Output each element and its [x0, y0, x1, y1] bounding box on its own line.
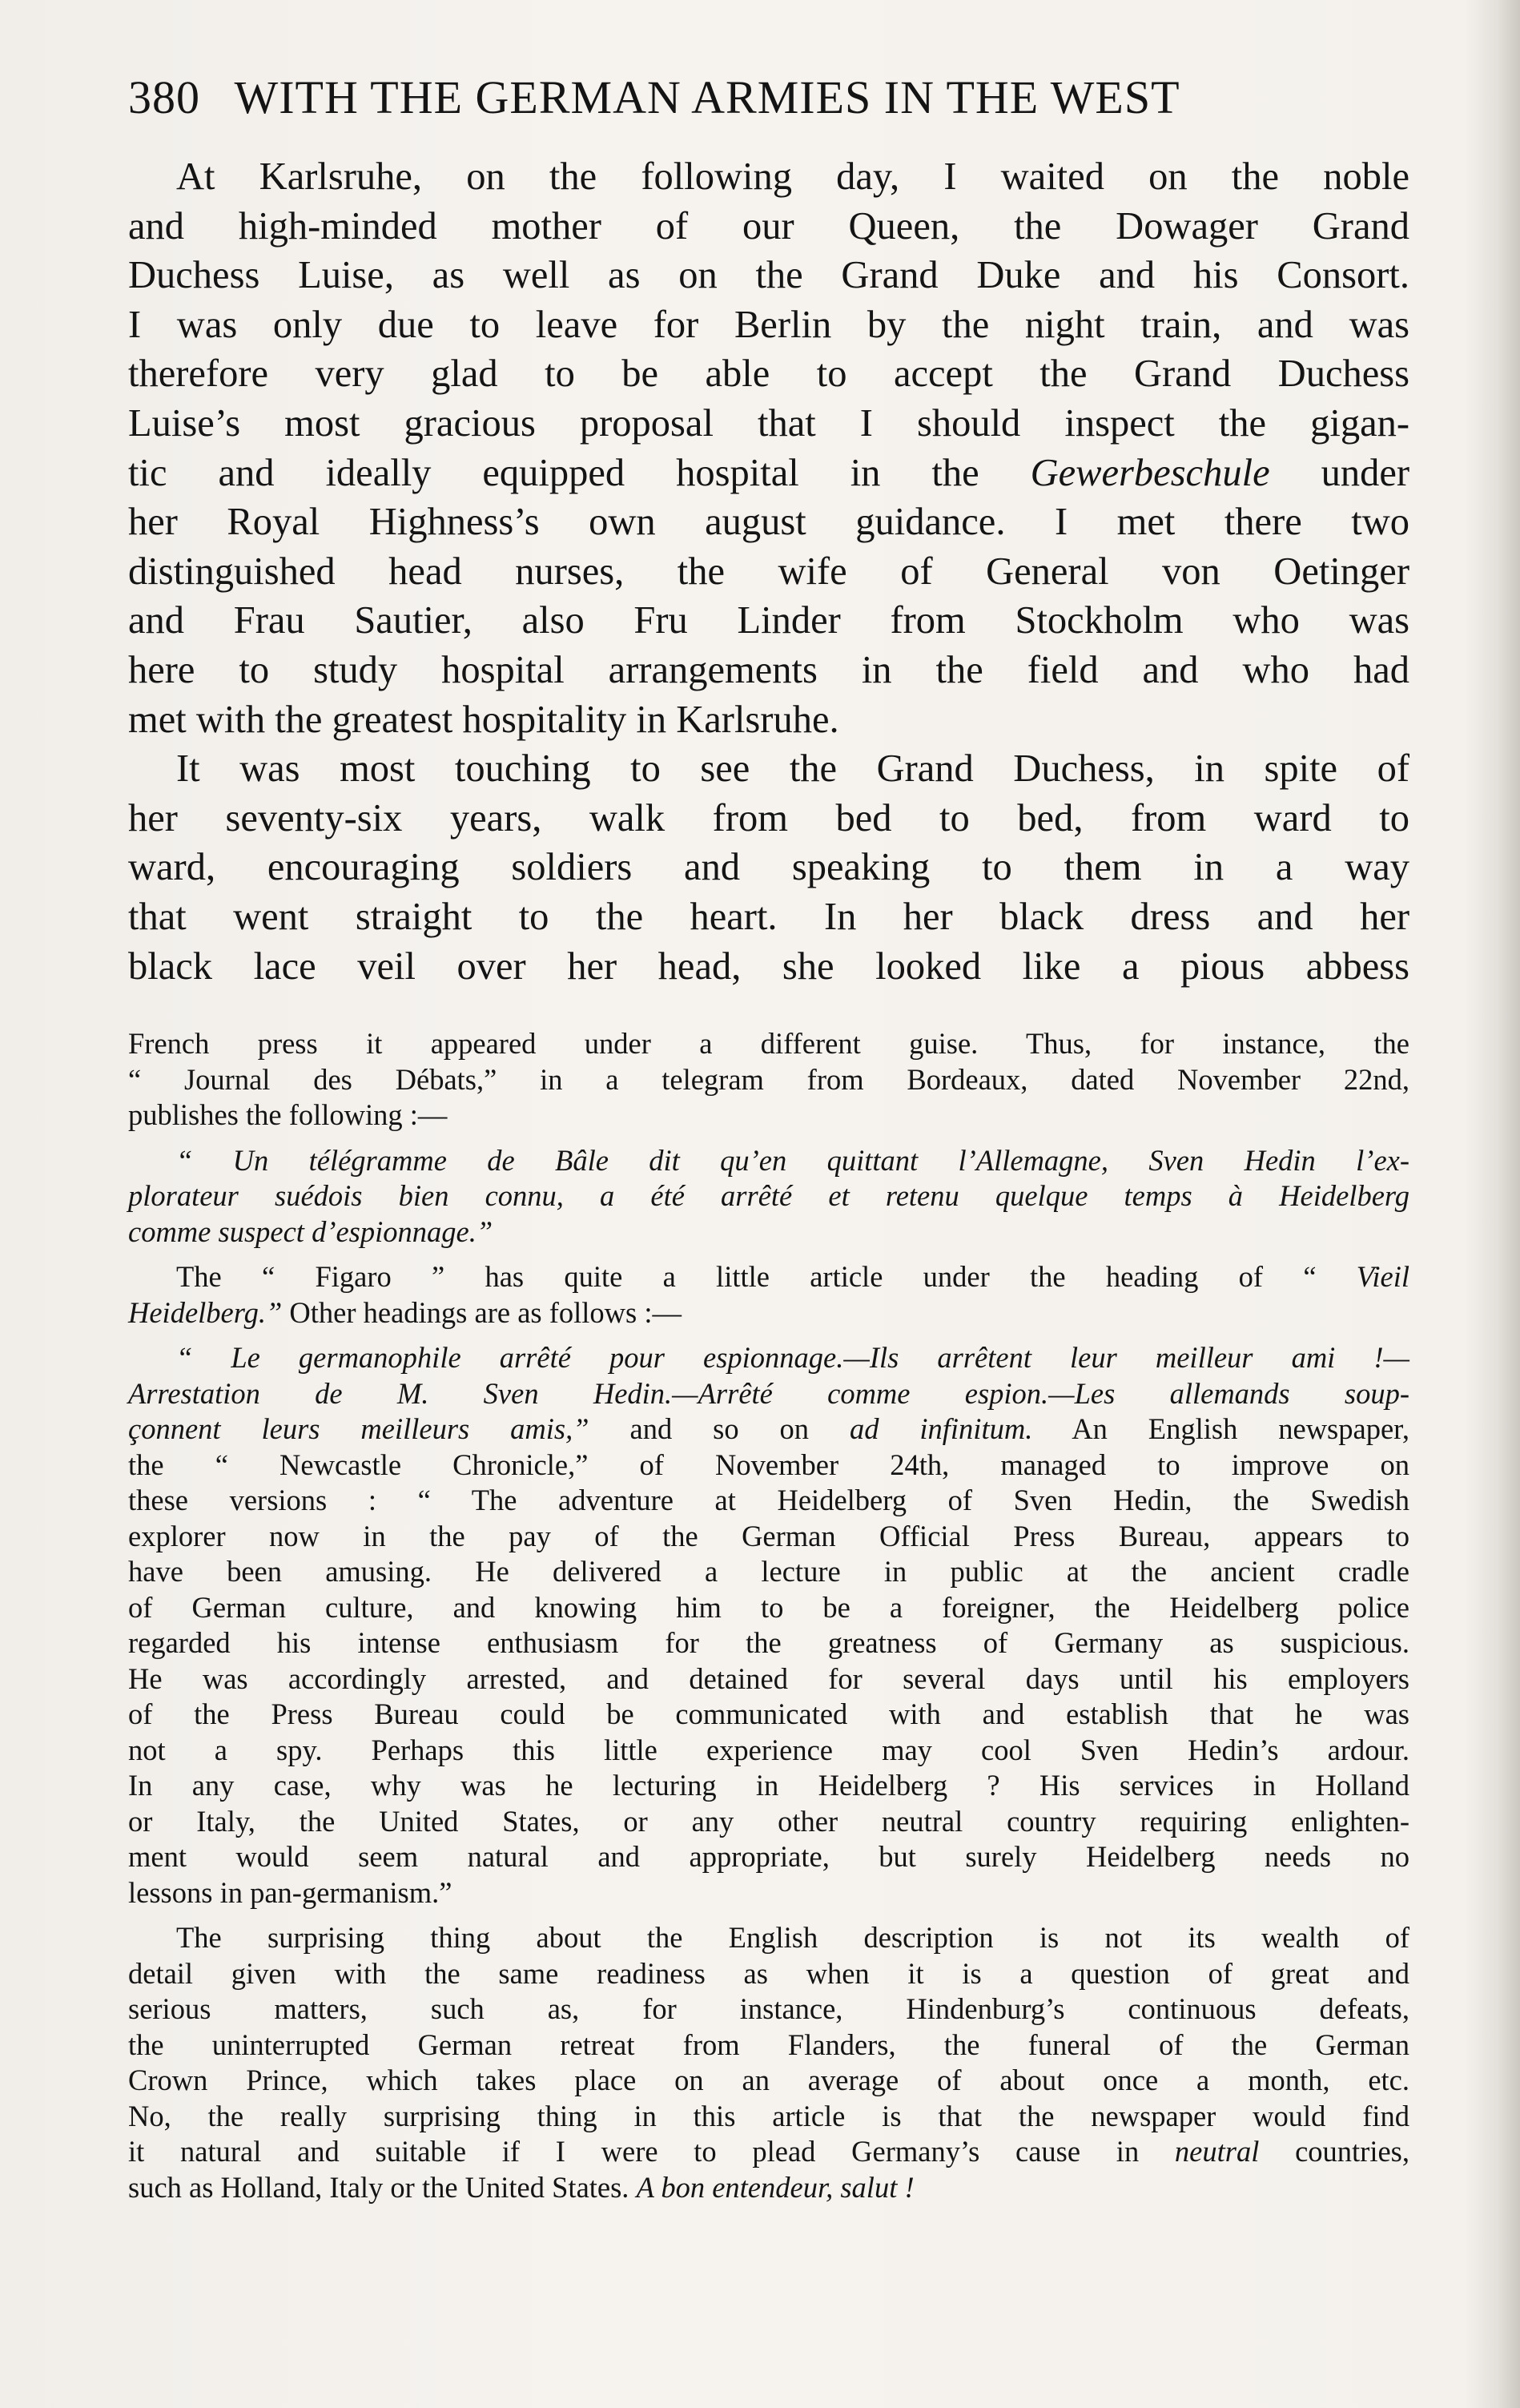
footnote-line — [128, 1295, 1409, 1331]
quote-line: Arrestation de M. Sven Hedin.—Arrêté comme espion.—Les allemands soup- — [128, 1376, 1409, 1410]
text-fragment: such as Holland, Italy or the United States. — [128, 2170, 637, 2204]
italic-word: Heidelberg.” — [128, 1295, 283, 1329]
text-line: It was most touching to see the Grand Duchess, in spite of — [176, 747, 1409, 791]
main-text — [128, 152, 1409, 991]
text-line: I was only due to leave for Berlin by the night train, and was — [128, 303, 1409, 346]
footnote-line: He was accordingly arrested, and detained for several days until his employers — [128, 1661, 1409, 1695]
running-title: WITH THE GERMAN ARMIES IN THE WEST — [234, 71, 1180, 123]
running-header — [128, 66, 1409, 130]
footnote-line: publishes the following :— — [128, 1098, 448, 1131]
text-line: and Frau Sautier, also Fru Linder from Stockholm who was — [128, 599, 1409, 642]
paragraph-grand-duchess — [128, 744, 1409, 991]
footnote-line — [128, 2170, 1409, 2206]
footnote-line: French press it appeared under a different guise. Thus, for instance, the — [128, 1027, 1409, 1060]
footnote-line: these versions : “ The adventure at Heidelberg of Sven Hedin, the Swedish — [128, 1484, 1409, 1516]
italic-word: Gewerbeschule — [1030, 451, 1270, 494]
text-line: here to study hospital arrangements in the field and who had — [128, 648, 1409, 691]
italic-phrase: A bon entendeur, salut ! — [636, 2170, 915, 2204]
footnote-line: not a spy. Perhaps this little experience may cool Sven Hedin’s ardour. — [128, 1733, 1409, 1766]
italic-phrase: çonnent leurs meilleurs amis,” — [128, 1412, 589, 1445]
footnote-line: the uninterrupted German retreat from Flanders, the funeral of the German — [128, 2027, 1409, 2061]
footnote-line: or Italy, the United States, or any other neutral country requiring enlighten- — [128, 1804, 1409, 1838]
text-fragment: tic and ideally equipped hospital in the — [128, 451, 1031, 494]
footnote-line: ment would seem natural and appropriate, but surely Heidelberg needs no — [128, 1840, 1409, 1873]
text-fragment: The “ Figaro ” has quite a little article under the heading of “ — [176, 1260, 1357, 1293]
footnote-line: of German culture, and knowing him to be a foreigner, the Heidelberg police — [128, 1590, 1409, 1624]
text-line: distinguished head nurses, the wife of General von Oetinger — [128, 550, 1409, 593]
footnote-line: the “ Newcastle Chronicle,” of November 24th, managed to improve on — [128, 1448, 1409, 1481]
text-line: Duchess Luise, as well as on the Grand Duke and his Consort. — [128, 254, 1409, 297]
italic-phrase: ad infinitum. — [849, 1412, 1033, 1445]
text-line: and high-minded mother of our Queen, the Dowager Grand — [128, 204, 1409, 248]
footnote-line: Crown Prince, which takes place on an average of about once a month, etc. — [128, 2064, 1409, 2096]
text-fragment: countries, — [1259, 2135, 1409, 2168]
quote-line: plorateur suédois bien connu, a été arrêté et retenu quelque temps à Heidelberg — [128, 1179, 1409, 1212]
text-line: ward, encouraging soldiers and speaking to them in a way — [128, 846, 1409, 889]
text-line: that went straight to the heart. In her black dress and her — [128, 895, 1409, 938]
footnote — [128, 1026, 1409, 2205]
footnote-line — [128, 1411, 1409, 1448]
footnote-line: The surprising thing about the English description is not its wealth of — [176, 1921, 1409, 1954]
footnote-line — [128, 2134, 1409, 2170]
footnote-line: serious matters, such as, for instance, Hindenburg’s continuous defeats, — [128, 1992, 1409, 2025]
text-line: black lace veil over her head, she looked like a pious abbess — [128, 944, 1409, 988]
page-gutter-shadow — [1464, 0, 1520, 2408]
text-line: her seventy-six years, walk from bed to bed, from ward to — [128, 796, 1409, 840]
text-fragment: and so on — [589, 1412, 850, 1445]
italic-word: Vieil — [1356, 1260, 1409, 1293]
footnote-line: detail given with the same readiness as when it is a question of great and — [128, 1956, 1409, 1990]
quote-line: comme suspect d’espionnage.” — [128, 1214, 493, 1248]
footnote-line: regarded his intense enthusiasm for the greatness of Germany as suspicious. — [128, 1626, 1409, 1659]
quote-line: “ Le germanophile arrêté pour espionnage.—Ils arrêtent leur meilleur ami !— — [176, 1341, 1409, 1374]
text-fragment: it natural and suitable if I were to plead Germany’s cause in — [128, 2135, 1175, 2168]
footnote-line: explorer now in the pay of the German Official Press Bureau, appears to — [128, 1519, 1409, 1552]
footnote-line: In any case, why was he lecturing in Heidelberg ? His services in Holland — [128, 1769, 1409, 1802]
italic-word: neutral — [1174, 2135, 1260, 2168]
page-number: 380 — [128, 71, 200, 123]
text-line: met with the greatest hospitality in Karlsruhe. — [128, 698, 839, 741]
footnote-line: “ Journal des Débats,” in a telegram from Bordeaux, dated November 22nd, — [128, 1062, 1409, 1096]
text-line: Luise’s most gracious proposal that I should inspect the gigan- — [128, 401, 1409, 445]
footnote-line: have been amusing. He delivered a lecture in public at the ancient cradle — [128, 1555, 1409, 1588]
footnote-line — [128, 1259, 1409, 1295]
text-line: therefore very glad to be able to accept the Grand Duchess — [128, 352, 1409, 396]
text-fragment: under — [1269, 451, 1409, 494]
text-fragment: Other headings are as follows :— — [282, 1295, 682, 1329]
text-line — [128, 449, 1409, 498]
footnote-line: of the Press Bureau could be communicated with and establish that he was — [128, 1697, 1409, 1730]
footnote-line: lessons in pan-germanism.” — [128, 1875, 452, 1909]
text-line: her Royal Highness’s own august guidance. I met there two — [128, 501, 1409, 544]
text-fragment: An English newspaper, — [1032, 1412, 1409, 1445]
text-line: At Karlsruhe, on the following day, I waited on the noble — [176, 155, 1409, 198]
paragraph-karlsruhe — [128, 152, 1409, 744]
quote-line: “ Un télégramme de Bâle dit qu’en quittant l’Allemagne, Sven Hedin l’ex- — [176, 1143, 1409, 1177]
footnote-line: No, the really surprising thing in this article is that the newspaper would find — [128, 2099, 1409, 2132]
